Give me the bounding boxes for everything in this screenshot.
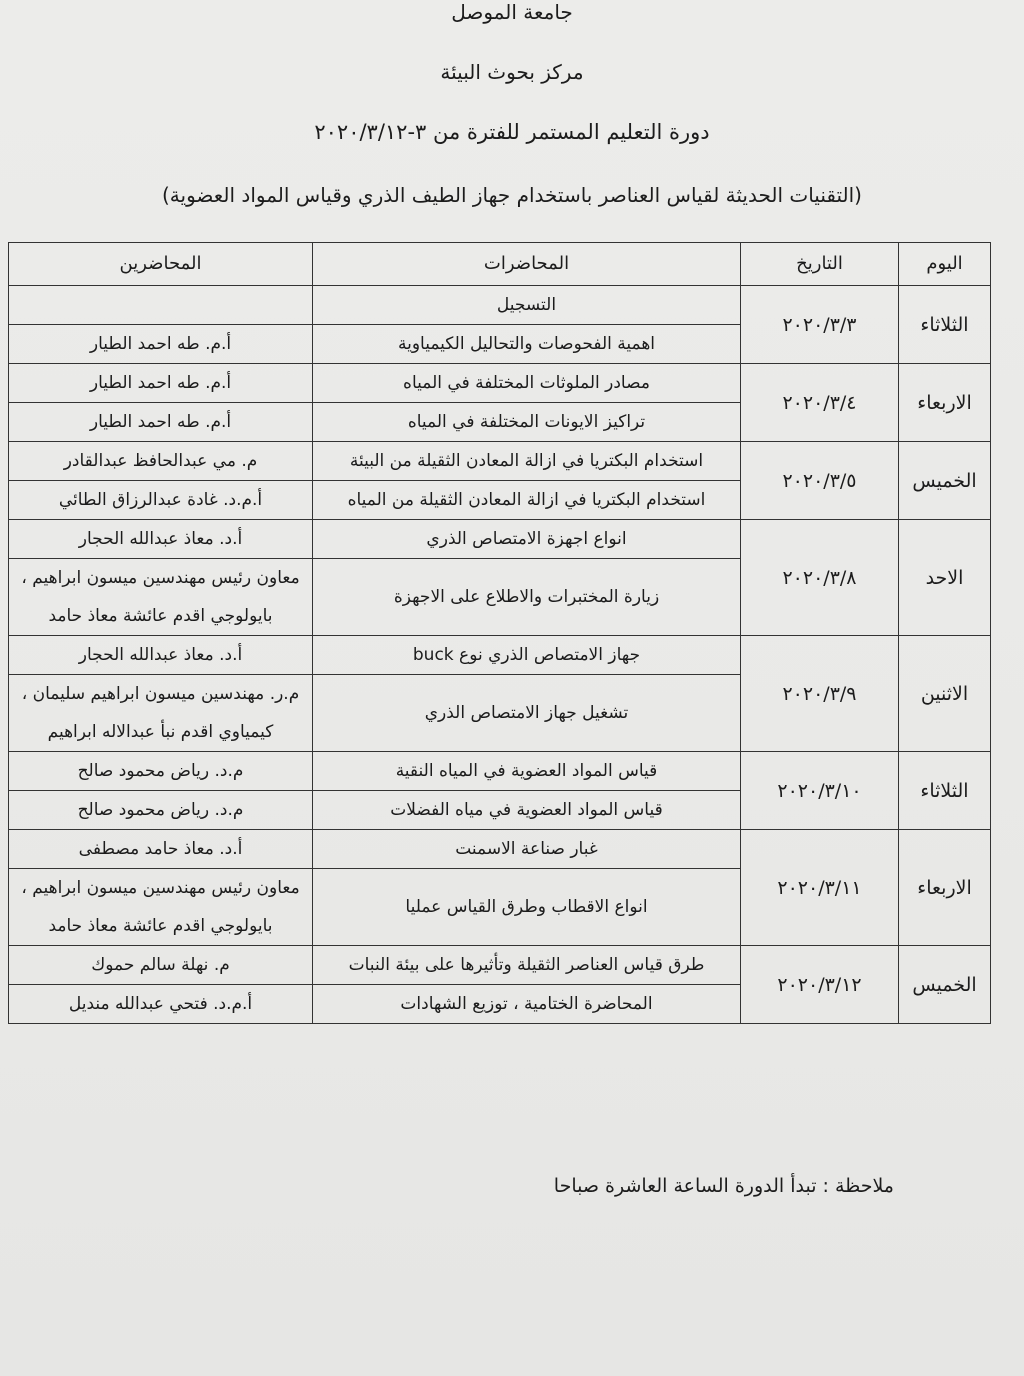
lecture-cell: التسجيل <box>313 286 741 325</box>
lecturer-cell: أ.د. معاذ حامد مصطفى <box>9 830 313 869</box>
day-cell: الاربعاء <box>899 364 991 442</box>
lecture-cell: المحاضرة الختامية ، توزيع الشهادات <box>313 985 741 1024</box>
lecture-cell: غبار صناعة الاسمنت <box>313 830 741 869</box>
lecture-cell: تشغيل جهاز الامتصاص الذري <box>313 675 741 752</box>
lecturer-cell: أ.م. طه احمد الطيار <box>9 325 313 364</box>
date-cell: ٢٠٢٠/٣/٥ <box>741 442 899 520</box>
lecture-cell: اهمية الفحوصات والتحاليل الكيمياوية <box>313 325 741 364</box>
date-cell: ٢٠٢٠/٣/١٢ <box>741 946 899 1024</box>
lecturer-cell: م. مي عبدالحافظ عبدالقادر <box>9 442 313 481</box>
lecturer-cell: أ.م. طه احمد الطيار <box>9 364 313 403</box>
note-text: ملاحظة : تبدأ الدورة الساعة العاشرة صباحا <box>553 1175 894 1197</box>
lecturer-cell: أ.د. معاذ عبدالله الحجار <box>9 520 313 559</box>
header-day: اليوم <box>899 243 991 286</box>
table-row <box>9 636 991 675</box>
lecture-cell: طرق قياس العناصر الثقيلة وتأثيرها على بيئة النبات <box>313 946 741 985</box>
day-cell: الثلاثاء <box>899 286 991 364</box>
date-cell: ٢٠٢٠/٣/٩ <box>741 636 899 752</box>
lecturer-cell: م. نهلة سالم حموك <box>9 946 313 985</box>
table-row <box>9 830 991 869</box>
university-name: جامعة الموصل <box>451 0 573 24</box>
day-cell: الخميس <box>899 442 991 520</box>
table-row <box>9 520 991 559</box>
lecturer-cell: م.د. رياض محمود صالح <box>9 752 313 791</box>
day-cell: الاربعاء <box>899 830 991 946</box>
lecturer-cell: م.د. رياض محمود صالح <box>9 791 313 830</box>
date-cell: ٢٠٢٠/٣/١١ <box>741 830 899 946</box>
lecturer-cell: أ.م.د. فتحي عبدالله منديل <box>9 985 313 1024</box>
table-row <box>9 752 991 791</box>
course-topic: (التقنيات الحديثة لقياس العناصر باستخدام جهاز الطيف الذري وقياس المواد العضوية) <box>162 183 862 207</box>
day-cell: الاحد <box>899 520 991 636</box>
lecturer-cell: معاون رئيس مهندسين ميسون ابراهيم ، بايولوجي اقدم عائشة معاذ حامد <box>9 869 313 946</box>
lecture-cell: زيارة المختبرات والاطلاع على الاجهزة <box>313 559 741 636</box>
lecture-cell: مصادر الملوثات المختلفة في المياه <box>313 364 741 403</box>
course-title: دورة التعليم المستمر للفترة من ٣-٢٠٢٠/٣/١٢ <box>314 120 710 144</box>
header-lectures: المحاضرات <box>313 243 741 286</box>
table-row <box>9 286 991 325</box>
lecturer-cell: معاون رئيس مهندسين ميسون ابراهيم ، بايولوجي اقدم عائشة معاذ حامد <box>9 559 313 636</box>
schedule-table <box>8 242 991 1024</box>
day-cell: الثلاثاء <box>899 752 991 830</box>
lecture-cell: جهاز الامتصاص الذري نوع buck <box>313 636 741 675</box>
lecture-cell: قياس المواد العضوية في مياه الفضلات <box>313 791 741 830</box>
header-date: التاريخ <box>741 243 899 286</box>
center-name: مركز بحوث البيئة <box>440 60 584 84</box>
table-header-row <box>9 243 991 286</box>
lecturer-cell: أ.م.د. غادة عبدالرزاق الطائي <box>9 481 313 520</box>
table-row <box>9 946 991 985</box>
lecturer-cell: أ.م. طه احمد الطيار <box>9 403 313 442</box>
date-cell: ٢٠٢٠/٣/٤ <box>741 364 899 442</box>
lecture-cell: استخدام البكتريا في ازالة المعادن الثقيلة من البيئة <box>313 442 741 481</box>
lecture-cell: تراكيز الايونات المختلفة في المياه <box>313 403 741 442</box>
date-cell: ٢٠٢٠/٣/٣ <box>741 286 899 364</box>
day-cell: الخميس <box>899 946 991 1024</box>
lecture-cell: قياس المواد العضوية في المياه النقية <box>313 752 741 791</box>
lecturer-cell <box>9 286 313 325</box>
lecturer-cell: م.ر. مهندسين ميسون ابراهيم سليمان ، كيمياوي اقدم نبأ عبدالاله ابراهيم <box>9 675 313 752</box>
header-lecturers: المحاضرين <box>9 243 313 286</box>
lecture-cell: انواع الاقطاب وطرق القياس عمليا <box>313 869 741 946</box>
lecture-cell: استخدام البكتريا في ازالة المعادن الثقيلة من المياه <box>313 481 741 520</box>
table-row <box>9 442 991 481</box>
date-cell: ٢٠٢٠/٣/١٠ <box>741 752 899 830</box>
lecturer-cell: أ.د. معاذ عبدالله الحجار <box>9 636 313 675</box>
day-cell: الاثنين <box>899 636 991 752</box>
lecture-cell: انواع اجهزة الامتصاص الذري <box>313 520 741 559</box>
table-row <box>9 364 991 403</box>
date-cell: ٢٠٢٠/٣/٨ <box>741 520 899 636</box>
